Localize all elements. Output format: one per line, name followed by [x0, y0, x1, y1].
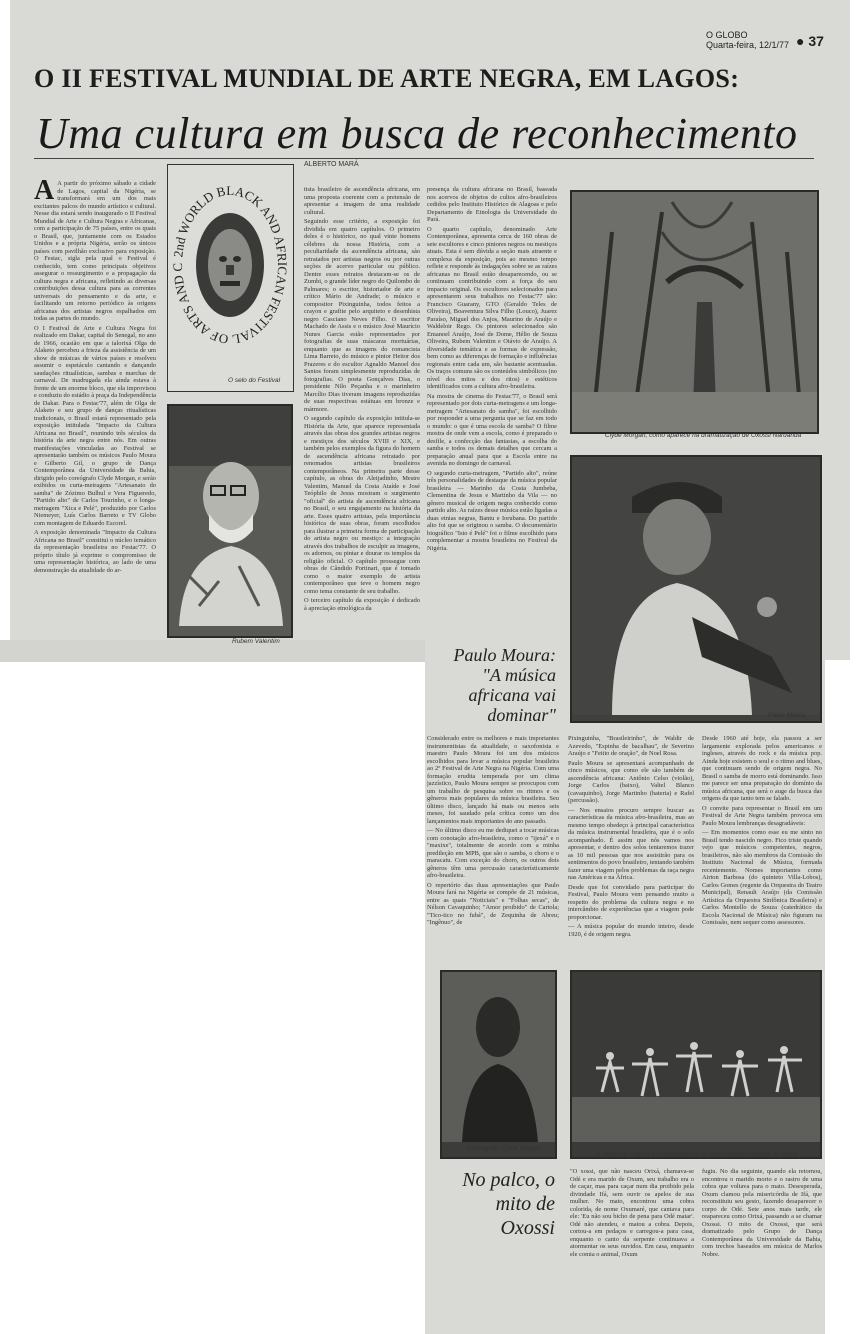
kicker-headline: O II FESTIVAL MUNDIAL DE ARTE NEGRA, EM LAGOS:: [34, 64, 740, 93]
drop-cap: A: [34, 180, 55, 206]
article-para-col5-a: Pixinguinha, "Brasileirinho", de Waldir de Azevedo, "Espinha de bacalhau", de Severino Araújo e "Feitio de oração", de Noel Rosa.: [568, 735, 694, 757]
article-para-col3-b: O quarto capítulo, denominado Arte Contemporânea, apresenta cerca de 160 obras de sete escultores e cinco pintores negros ou mestiços atuais. Esta é sem dúvida a seção mais atraente e complexa da exposição, pois ao mesmo tempo reflete e responde às indagações sobre se as raízes africanas no Brasil estão desaparecendo, ou se continuam contribuindo com a força do seu impacto original. Os escultores selecionados para apresentarem seus trabalhos no Festac'77 são: Francisco Guarany, GTO (Geraldo Teles de Oliveira), Boaventura Silva Filho (Louco), Juarez Paraíso, Miguel dos Anjos, Maurino de Araújo e Waldeloir Rego. Os pintores selecionados são Emanoel Araújo, José de Dome, Hélio de Souza Oliveira, Rubem Valentim e Otávio de Araújo. A diversidade temática e as formas de expressão, bem como as diferenças de formação e influências regionais entre cada um, são bastante acentuadas. Os traços comuns são os conteúdos simbólicos (no nível dos mitos e dos ritos) e estéticos identificados com a cultura afro-brasileira.: [427, 225, 557, 390]
dance-scene-icon: [572, 192, 817, 432]
caption-rubem-valentim: Rubem Valentim: [232, 638, 280, 645]
photo-paulo-moura: [570, 455, 822, 723]
portrait-icon: [169, 406, 291, 626]
dance-group-icon: [572, 972, 820, 1142]
subhead-oxossi: No palco, o mito de Oxossi: [462, 1169, 555, 1239]
article-column-4: [427, 735, 559, 960]
article-para-col7: "O xossi, que não nasceu Orixá, chamava-se Odé e era marido de Oxum, seu trabalho era o de caçar, mas para caçar num dia proibido pela divindade Ifá, sem ouvir os apelos de sua mulher. No mato, encontrou uma cobra colorida, de nome Oxumaré, que cantava para ele: 'Eu não sou bicho de pena para Odé matar'. Odé não atendeu, e matou a cobra. Depois, cortou-a em pedaços e carregou-a para casa, enquanto o canto da serpente continuava a atormentar os seus ouvidos. Em casa, enquanto ele comia o animal, Oxum: [570, 1168, 694, 1258]
article-para-col6-c: — Em momentos como esse eu me sinto no Brasil tendo nascido negro. Fico triste quando vejo que músicos competentes, negros, brasileiros, não são membros da Comissão do Instituto Nacional de Música, formada recentemente. Nomes importantes como Airton Barbosa (do quinteto Villa-Lobos), Carlos Gomes (regente da Orquestra do Teatro Municipal), Renault Araújo (da Comissão Artística da Orquestra Sinfônica Brasileira) e Carlos Montello de Souza (catedrático da Escola Nacional de Música) não figuram na Comissão, nem sequer como assessores.: [702, 829, 822, 926]
article-para-col5-c: — Nos ensaios procuro sempre buscar as características da música afro-brasileira, mas ao mesmo tempo obedeço à principal característica da música instrumental brasileira, que é o solo acompanhado. É assim que nós vamos nos apresentar, e dentro dos solos tentaremos trazer as 10 mil pessoas que nos assistirão para os sentimentos do povo brasileiro, tentando também fazer uma viagem pelos problemas da raça negra nas Américas e na África.: [568, 806, 694, 881]
subhead-paulo-moura: [430, 645, 556, 725]
festival-seal-icon: [168, 165, 293, 375]
photo-dance-group: [570, 970, 822, 1159]
article-para-col2-c: O segundo capítulo da exposição intitula-se História da Arte, que aparece representada através das obras dos grandes artistas negros e mestiços dos séculos XVIII e XIX, e também pelos exemplos da figura do homem de ascendência africana retratado por renomados artistas brasileiros contemporâneos. Na primeira parte desse capítulo, as obras do Aleijadinho, Mestre Valentim, Manuel da Costa Ataíde e José Teóphilo de Jesus mostram o surgimento "oficial" do artista de ascendência africana no Brasil, o seu engajamento na história da arte. Esses quatro artistas, pela importância histórica de suas obras, foram escolhidos para ilustrar a primeira forma de participação do artista negro ou mestiço: a integração através dos trabalhos de esculpir as imagens, os adornos, ou pintar e dourar os templos da religião oficial. O capítulo prossegue com obras de Cândido Portinari, que é tomado como o maior exemplo de artista contemporâneo que teve o homem negro como tema constante de seu trabalho.: [304, 415, 420, 595]
musician-portrait-icon: [572, 457, 820, 715]
article-para-col3-d: O segundo curta-metragem, "Partido alto", reúne três personalidades de destaque da música popular brasileira — Marinho da Costa Jumbeba, Clementina de Jesus e Martinho da Vila — no gênero musical de origem negra conhecido como partido alto. As raízes desse música estão ligadas a duas etnias negras, Bantu e Iorubana. Do partido alto foi que se originou o samba. O documentário biográfico "Isto é Pelé" foi o filme escolhido para complementar a mostra brasileira no Festival da Nigéria.: [427, 469, 557, 552]
article-para-intro-text: A partir do próximo sábado a cidade de Lagos, capital da Nigéria, se transformará em um dos mais excitantes palcos do mundo artístico e cultural. Nesse dia estará sendo inaugurado o II Festival Mundial de Arte e Cultura Negras e Africanas, com a participação de 75 países, entre os quais o Brasil, que, juntamente com os Estados Unidos e a própria Nigéria, serão os únicos países com pavilhão exclusivo para exposição. O Festac, sigla pela qual o Festival é conhecido, tem como principais objetivos assegurar o ressurgimento e a propagação da cultura negra e africana, refletindo as diversas contribuições dessa cultura para as correntes universais do pensamento e da arte, e facilitando um retorno periódico às origens africanas dos artistas negros espalhados em todas as partes do mundo.: [34, 180, 156, 322]
headline-rule: [34, 158, 814, 159]
photo-rubem-valentim: [167, 404, 293, 638]
subhead-paulo-moura-name: Paulo Moura:: [453, 645, 556, 665]
article-para-col3-c: Na mostra de cinema do Festac'77, o Brasil será representado por dois curta-metragens e um longa-metragem "Artesanato do samba", foi escolhido por responder a uma pergunta que se faz em todo o mundo: o que é uma escola de samba? O filme mostra de onde vem a escola, como é preparado o desfile, a confecção das fantasias, a escolha do samba e todos os demais detalhes que cercam a preparação anual para que a Escola entre na avenida no domingo de carnaval.: [427, 392, 557, 467]
article-para-col5-e: — A música popular do mundo inteiro, desde 1920, é de origem negra.: [568, 923, 694, 938]
photo-clyde-morgan-oxossi: [570, 190, 819, 434]
article-para-col2-b: Seguindo esse critério, a exposição foi dividida em quatro capítulos. O primeiro deles é o histórico, no qual vinte homens célebres da nossa História, com a peculiaridade da ascendência africana, são retratados por artistas negros ou por outras seções de acervo particular ou público. Dentre esses retratos destacam-se os de Zumbi, o grande líder negro do Quilombo de Palmares; o escritor, historiador de arte e crítico Mário de Andrade; o músico e compositor Pixinguinha, todos feitos a crayon e grafite pelo arquiteto e desenhista negro Casciano Neves Filho. O escritor Machado de Assis e o músico José Maurício Nunes Garcia estão representados por fotografias de suas máscaras mortuárias, enquanto que as imagens do romancista Lima Barreto, do músico e pintor Heitor dos Prazeres e do escultor Agnaldo Manoel dos Santos foram simplesmente reproduzidas de fotografias. O poeta Gonçalves Dias, o presidente Nilo Peçanha e o marinheiro Marcílio Dias tiveram imagens reproduzidas de suas respectivas estátuas em bronze e mármore.: [304, 218, 420, 413]
article-column-7: [570, 1168, 694, 1292]
article-para-col6-a: Desde 1960 até hoje, ela passou a ser largamente explorada pelos americanos e ingleses, através do rock e da música pop. Ainda hoje existem o soul e o ritmo and blues, que continuam sendo de origem negra. No Brasil o samba de morro está dominando. Isso me parece ser uma preparação do domínio da música africana, que será o auge da busca das origens da que tanto tem se falado.: [702, 735, 822, 802]
photo-choreographer: [440, 970, 557, 1159]
article-column-6: [702, 735, 822, 960]
clipping-torn-strip: [0, 640, 425, 662]
article-para-col6-b: O convite para representar o Brasil em um Festival de Arte Negra também provoca em Paulo Moura lembranças desagradáveis:: [702, 804, 822, 827]
article-para-col2-d: O terceiro capítulo da exposição é dedicado à apreciação etnológica da: [304, 597, 420, 612]
article-para-intro: [34, 180, 156, 323]
page-number: ● 37: [796, 33, 824, 49]
masthead-paper: O GLOBO: [706, 30, 748, 40]
article-para-col4-c: O repertório das duas apresentações que Paulo Moura fará na Nigéria se compõe de 21 músicas, entre as quais "Noticiais" e "Folhas secas", de Nélson Cavaquinho; "Amor proibido" de Cartola; "Tico-tico no fubá", de Zequinha de Abreu; "Ingênuo", de: [427, 881, 559, 926]
article-column-8: [702, 1168, 822, 1292]
article-para-col5-b: Paulo Moura se apresentará acompanhado de cinco músicos, que como ele são também de ascendência africana: Antônio Celso (violão), Jorge Carlos (baixo), Valtel Blanco (cavaquinho), Jorge Martinho (bateria) e Rafel (percussão).: [568, 759, 694, 804]
seal-ring-textpath: 2nd WORLD BLACK AND AFRICAN FESTIVAL OF ARTS AND C: [169, 182, 291, 348]
article-column-3: [427, 186, 557, 642]
article-para-col5-d: Desde que foi convidado para participar do Festival, Paulo Moura vem pensando muito a respeito do problema da cultura negra e no intercâmbio de experiências que a viagem pode proporcionar.: [568, 883, 694, 921]
seal-caption: O selo do Festival: [228, 377, 281, 384]
masthead-date: Quarta-feira, 12/1/77: [706, 40, 790, 50]
article-column-2: [304, 186, 420, 638]
byline: ALBERTO MARÁ: [304, 161, 359, 168]
article-para-col8: fugiu. No dia seguinte, quando ela retornou, encontrou o marido morto e o rastro de uma cobra que voltava para o mato. Desesperada, Oxum clamou pela misericórdia de Ifá, que reconstituiu seu gesto, fazendo desaparecer o corpo de Odé. Sete anos mais tarde, ele reapareceu como Orixá, passando a se chamar Oxossi. O mito de Oxossi, que será dramatizado pelo Grupo de Dança Contemporânea da Universidade da Bahia, com trechos baseados em música de Marlos Nobre.: [702, 1168, 822, 1258]
main-headline: Uma cultura em busca de reconhecimento: [36, 109, 798, 158]
article-para-col4-a: Considerado entre os melhores e mais importantes instrumentistas da atualidade, o saxofonista e maestro Paulo Moura foi um dos músicos escolhidos para levar a música popular brasileira ao 2º Festival de Arte Negra na Nigéria. Com uma formação erudita temperada por um clima jazzístico, Paulo Moura sempre se preocupou com um trabalho de pesquisa sobre os ritmos e os gêneros mais populares da música brasileira. Seu último disco, lançado há mais ou menos seis meses, foi saudado pela crítica como um dos lançamentos mais importantes do ano passado.: [427, 735, 559, 825]
choreographer-portrait-icon: [442, 972, 555, 1142]
caption-dance-group: O Grupo de Dança Contemporânea da Universidade Federal da Bahia: [595, 1151, 799, 1158]
article-para-exhibition: A exposição denominada "Impacto da Cultura Africana no Brasil" constitui o núcleo temático da representação brasileira no Festac'77. O próprio título já exprime o compromisso de uma representação histórica, ao lado de uma demonstração da atualidade do ar-: [34, 529, 156, 574]
article-para-col3-a: presença da cultura africana no Brasil, baseada nos acervos de objetos de cultos afro-brasileiros cedidos pelo Instituto Histórico de Alagoas e pelo Departamento de Etnologia da Universidade do Pará.: [427, 186, 557, 223]
caption-clyde-morgan-oxossi: Clyde Morgan, como aparece na dramatização de Oxossi Naruanda: [605, 432, 802, 439]
caption-choreographer: Coreógrafo Clyde Morgan: [467, 1145, 542, 1152]
masthead: [706, 30, 789, 50]
article-column-1: [34, 180, 156, 642]
caption-paulo-moura: Paulo Moura: [768, 712, 805, 719]
article-para-col2-a: tista brasileiro de ascendência africana, em uma proposta coerente com a pretensão de apresentar a imagem de uma realidade cultural.: [304, 186, 420, 216]
article-para-col4-b: — No último disco eu me dediquei a tocar músicas com conotação afro-brasileira, como o "ijexá" e o "maxixe", totalmente de acordo com a minha predileção em MPB, que são o samba, o choro e o maracatu. Com exceção do choro, os outros dois gêneros têm uma percussão característicamente afro-brasileira.: [427, 827, 559, 879]
festival-seal-box: [167, 164, 294, 392]
page-number-value: 37: [808, 33, 824, 49]
subhead-paulo-moura-quote: "A música africana vai dominar": [468, 665, 556, 725]
article-column-5: [568, 735, 694, 960]
article-para-festac: O I Festival de Arte e Cultura Negra foi realizado em Dakar, capital do Senegal, no ano de 1966, ocasião em que a ialorixá Olga de Alaketo percebeu a frieza da assistência de um show de músicas de vários países e resolveu assumir o espetáculo cantando e dançando saudações ritualísticas, sambas e marchas de carnaval. De madrugada ela ainda estava à frente de um enorme bloco, que ela improvisou e conduziu do estádio à praça da Independência de Dakar. Para o Festac'77, além de Olga de Alaketo e seu grupo de danças ritualísticas tradicionais, o Brasil estará representado pela exposição intitulada "Impacto da Cultura Africana no Brasil", reunindo três séculos da história da arte negra entre nós. Em outras manifestações vinculadas ao Festival se apresentarão também os músicos Paulo Moura e Gilberto Gil, o grupo de Dança Contemporânea da Universidade da Bahia, dirigido pelo coreógrafo Clyde Morgan, e serão exibidos os curta-metragens "Artesanato do samba" de Zózimo Bulbul e Vera Figueredo, "Partido alto" de Carlos Tourinho, e o longa-metragem "Xica e Pelé", produzido por Carlos Niemeyer, Luís Carlos Barreto e TV Globo com montagem de Eduardo Escorel.: [34, 324, 156, 527]
